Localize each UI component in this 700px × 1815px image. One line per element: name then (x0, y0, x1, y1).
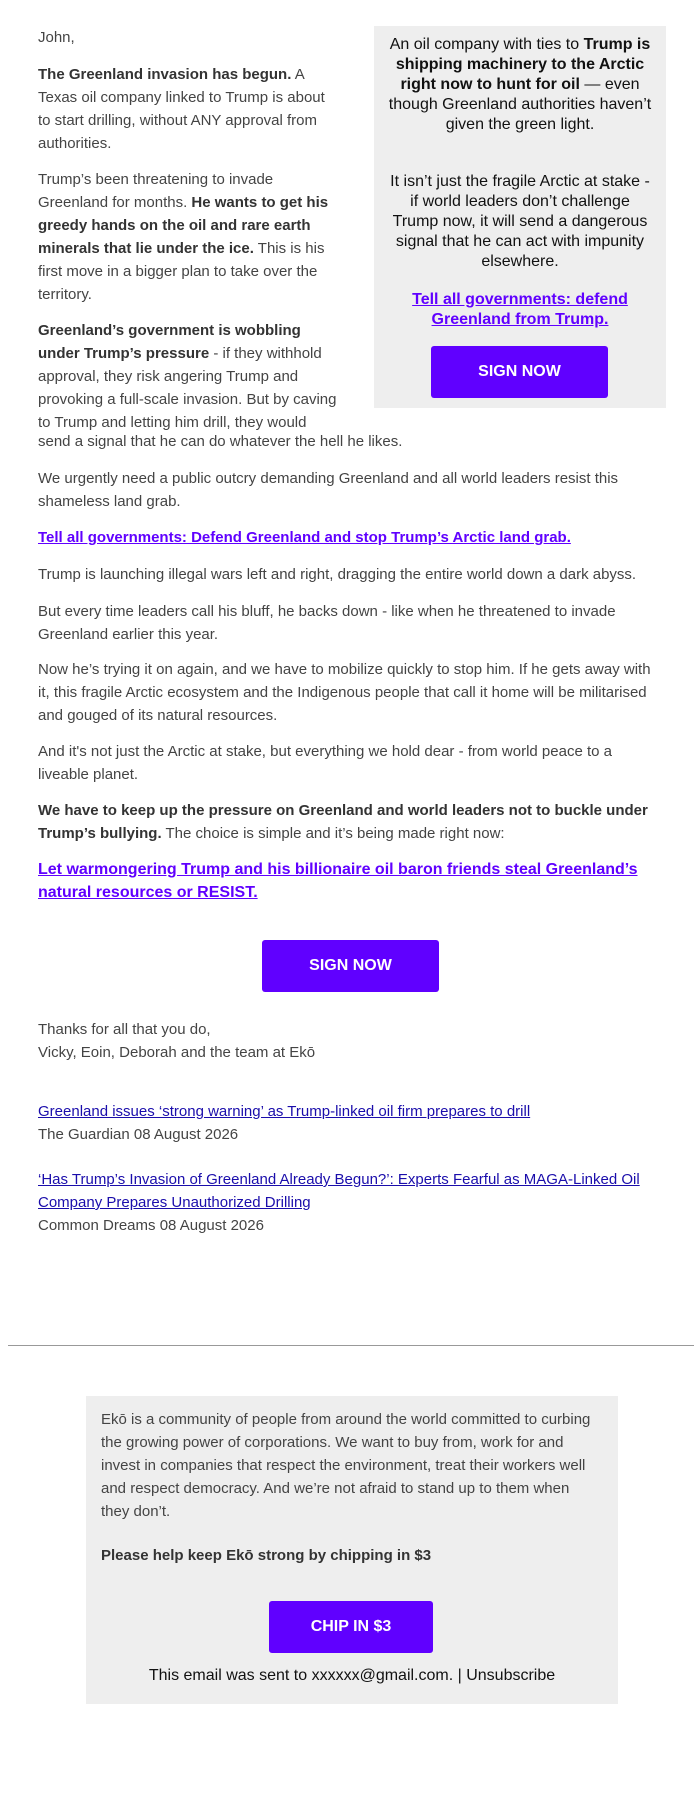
sidebar-callout (374, 26, 666, 408)
email-notice (86, 1666, 618, 1686)
body-paragraph-wars: Trump is launching illegal wars left and right, dragging the entire world down a dark abyss. (38, 566, 637, 583)
footer-divider (8, 1345, 694, 1346)
petition-link-paragraph (38, 526, 660, 549)
greeting: John, (38, 29, 75, 46)
signoff-line: Vicky, Eoin, Deborah and the team at Ekō (38, 1044, 316, 1061)
source-item-1 (38, 1100, 660, 1146)
body-paragraph-bluff: But every time leaders call his bluff, he backs down - like when he threatened to invade Greenland earlier this year. (38, 603, 616, 643)
callout-text-1-rest: — even though Greenland authorities haven’t given the green light. (388, 76, 652, 133)
callout-text-1-start: An oil company with ties to (389, 36, 584, 53)
big-petition-paragraph (38, 858, 660, 904)
callout-text-1 (388, 35, 652, 135)
body-paragraph-urgent: We urgently need a public outcry demanding Greenland and all world leaders resist this shameless land grab. (38, 470, 619, 510)
intro-paragraph-2-start: Trump’s been threatening to invade Greenland for months. (38, 171, 274, 211)
callout-text-2: It isn’t just the fragile Arctic at stake - if world leaders don’t challenge Trump now, it will send a dangerous signal that he can act with impunity elsewhere. (390, 173, 650, 270)
body-paragraph-mobilize: Now he’s trying it on again, and we have to mobilize quickly to stop him. If he gets away with it, this fragile Arctic ecosystem and the Indigenous people that call it home will be militarised and gouged of its natural resources. (38, 661, 651, 724)
source-link-2[interactable]: ‘Has Trump’s Invasion of Greenland Already Begun?’: Experts Fearful as MAGA-Linked Oil Company Prepares Unauthorized Drilling (38, 1171, 640, 1211)
intro-paragraph-3-rest: - if they withhold approval, they risk angering Trump and provoking a full-scale invasion. But by caving to Trump and letting him drill, they would (38, 345, 337, 431)
body-paragraph-pressure (38, 799, 660, 845)
body-paragraph-pressure-rest: The choice is simple and it’s being made right now: (161, 825, 505, 842)
intro-paragraph-3-bold: Greenland’s government is wobbling under Trump’s pressure (38, 322, 301, 362)
footer-panel (86, 1396, 618, 1704)
intro-paragraph-3 (38, 319, 338, 434)
source-meta-1: The Guardian 08 August 2026 (38, 1126, 239, 1143)
callout-sign-now-button[interactable]: SIGN NOW (431, 346, 608, 398)
unsubscribe-link[interactable]: Unsubscribe (466, 1667, 556, 1684)
source-link-1[interactable]: Greenland issues ‘strong warning’ as Trump-linked oil firm prepares to drill (38, 1103, 531, 1120)
intro-paragraph-2 (38, 168, 338, 306)
intro-paragraph-3-end: send a signal that he can do whatever the hell he likes. (38, 433, 403, 450)
body-paragraph-pressure-bold: We have to keep up the pressure on Greenland and world leaders not to buckle under Trump’s bullying. (38, 802, 648, 842)
source-item-2 (38, 1168, 658, 1237)
big-petition-link[interactable]: Let warmongering Trump and his billionaire oil baron friends steal Greenland’s natural resources or RESIST. (38, 861, 638, 901)
thanks-line: Thanks for all that you do, (38, 1021, 211, 1038)
footer-donate-ask: Please help keep Ekō strong by chipping in $3 (101, 1547, 432, 1564)
callout-text-1-bold: Trump is shipping machinery to the Arctic right now to hunt for oil (395, 36, 651, 93)
petition-link-inline[interactable]: Tell all governments: Defend Greenland and stop Trump’s Arctic land grab. (38, 529, 571, 546)
source-meta-2: Common Dreams 08 August 2026 (38, 1217, 264, 1234)
intro-paragraph-1-rest: A Texas oil company linked to Trump is about to start drilling, without ANY approval from authorities. (38, 66, 325, 152)
main-sign-now-button[interactable]: SIGN NOW (262, 940, 439, 992)
email-notice-text: This email was sent to xxxxxx@gmail.com. | (148, 1667, 467, 1684)
callout-petition-link[interactable]: Tell all governments: defend Greenland from Trump. (412, 291, 628, 328)
intro-paragraph-2-rest: This is his first move in a bigger plan to take over the territory. (38, 240, 325, 303)
chip-in-button[interactable]: CHIP IN $3 (269, 1601, 433, 1653)
intro-paragraph-2-bold: He wants to get his greedy hands on the oil and rare earth minerals that lie under the ice. (38, 194, 329, 257)
footer-about-text: Ekō is a community of people from around the world committed to curbing the growing power of corporations. We want to buy from, work for and invest in companies that respect the environment, treat their workers well and respect democracy. And we’re not afraid to stand up to them when they don’t. (101, 1411, 591, 1520)
intro-paragraph-1 (38, 63, 338, 155)
body-paragraph-stakes: And it's not just the Arctic at stake, but everything we hold dear - from world peace to a liveable planet. (38, 743, 612, 783)
intro-paragraph-1-bold: The Greenland invasion has begun. (38, 66, 292, 83)
